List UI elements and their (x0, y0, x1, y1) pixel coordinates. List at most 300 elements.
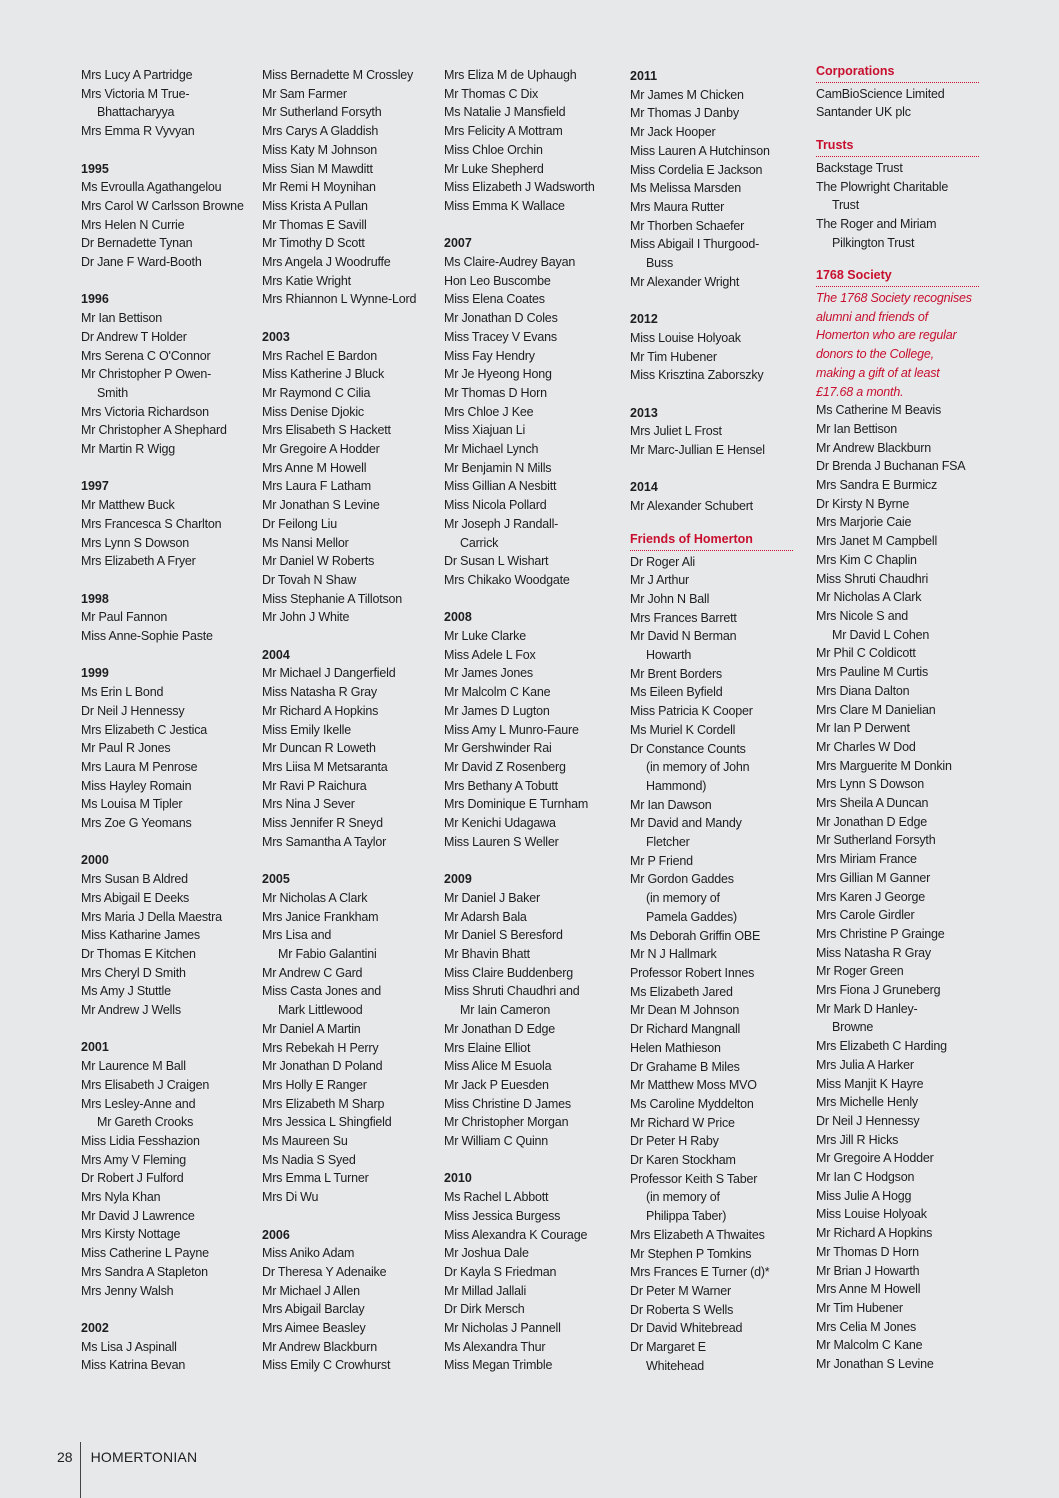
donor-name: Mrs Samantha A Taylor (262, 834, 387, 849)
donor-name: Mr David Z Rosenberg (444, 759, 566, 774)
donor-name: Backstage Trust (816, 160, 903, 175)
donor-name: Dr Neil J Hennessy (816, 1113, 920, 1128)
donor-name: Mrs Julia A Harker (816, 1057, 914, 1072)
donor-name: Mr Jack P Euesden (444, 1077, 549, 1092)
section-note: making a gift of at least (816, 365, 940, 380)
donor-name: Dr Kayla S Friedman (444, 1264, 557, 1279)
donor-name: Miss Amy L Munro-Faure (444, 722, 579, 737)
donor-name: Ms Nansi Mellor (262, 535, 349, 550)
donor-name: Ms Caroline Myddelton (630, 1096, 754, 1111)
donor-name: Mrs Di Wu (262, 1190, 319, 1205)
donor-name: Mr Michael J Allen (262, 1283, 360, 1298)
year-heading: 2007 (444, 236, 472, 251)
donor-name: Mrs Frances Barrett (630, 610, 737, 625)
donor-name: Mr Millad Jallali (444, 1283, 527, 1298)
donor-name: Mr Marc-Jullian E Hensel (630, 443, 765, 458)
donor-name: Mr Luke Shepherd (444, 161, 544, 176)
donor-name: Mr Sam Farmer (262, 86, 347, 101)
year-heading: 2010 (444, 1171, 472, 1186)
donor-name: Mrs Carys A Gladdish (262, 124, 379, 139)
donor-name: Mr William C Quinn (444, 1134, 549, 1149)
donor-name: Mrs Bethany A Tobutt (444, 778, 558, 793)
donor-name: Mr Jonathan D Edge (816, 814, 928, 829)
section-note: £17.68 a month. (816, 384, 904, 399)
donor-name: Mr Tim Hubener (816, 1301, 903, 1315)
donor-name: Ms Rachel L Abbott (444, 1190, 549, 1205)
donor-name: Miss Claire Buddenberg (444, 965, 573, 980)
donor-name: Miss Elizabeth J Wadsworth (444, 180, 595, 195)
donor-name-continuation: (in memory of John (646, 760, 750, 775)
footer-divider (80, 1442, 81, 1498)
donor-name: Mrs Victoria Richardson (81, 404, 209, 419)
donor-name: Miss Bernadette M Crossley (262, 68, 414, 82)
donor-name: Miss Alexandra K Courage (444, 1227, 588, 1242)
donor-name: Miss Anne-Sophie Paste (81, 629, 213, 644)
donor-name: Miss Fay Hendry (444, 348, 535, 363)
donor-name: Mr Jonathan S Levine (816, 1357, 934, 1372)
publication-name: HOMERTONIAN (90, 1449, 198, 1465)
donor-name: Mrs Christine P Grainge (816, 926, 945, 941)
donor-name: CamBioScience Limited (816, 86, 945, 101)
donor-name: Mr Brent Borders (630, 666, 722, 681)
donor-name: Mrs Lynn S Dowson (816, 777, 924, 792)
donor-name: Miss Lauren A Hutchinson (630, 143, 770, 158)
donor-name: Miss Megan Trimble (444, 1358, 553, 1373)
year-heading: 1996 (81, 292, 109, 307)
donor-name: Mrs Nyla Khan (81, 1190, 161, 1205)
donor-name: Dr Constance Counts (630, 741, 746, 756)
donor-name: Mrs Rhiannon L Wynne-Lord (262, 292, 417, 307)
donor-name: Mr James M Chicken (630, 87, 744, 102)
donor-name: Ms Claire-Audrey Bayan (444, 255, 576, 270)
donor-name: Miss Julie A Hogg (816, 1188, 912, 1203)
donor-name-continuation: Browne (832, 1020, 874, 1035)
donor-name: Mr John N Ball (630, 591, 710, 606)
donor-name: Ms Louisa M Tipler (81, 797, 183, 812)
donor-name: Mrs Elizabeth C Harding (816, 1039, 947, 1054)
donor-name: Miss Emily Ikelle (262, 722, 351, 737)
donor-name: Miss Jessica Burgess (444, 1208, 561, 1223)
donor-name: Mr Gregoire A Hodder (816, 1151, 934, 1166)
donor-name: Mr Stephen P Tomkins (630, 1246, 752, 1261)
donor-name: Dr Margaret E (630, 1340, 706, 1355)
donor-name: Miss Abigail I Thurgood- (630, 237, 760, 252)
donor-name: Mr Nicholas J Pannell (444, 1321, 561, 1336)
donor-name: Mr Roger Green (816, 964, 904, 979)
donor-name: Mr Phil C Coldicott (816, 646, 916, 661)
donor-name: Mrs Marguerite M Donkin (816, 758, 952, 773)
donor-name: Mr Thomas D Horn (816, 1244, 919, 1259)
donor-name: Miss Xiajuan Li (444, 423, 526, 438)
column-3 (444, 66, 624, 1375)
donor-name: Mrs Elizabeth A Fryer (81, 554, 196, 569)
donor-name: Miss Elena Coates (444, 292, 545, 307)
section-note: The 1768 Society recognises (816, 291, 972, 306)
donor-name: Miss Lidia Fesshazion (81, 1133, 200, 1148)
donor-name-continuation: Philippa Taber) (646, 1209, 727, 1224)
donor-name: Miss Katherine J Bluck (262, 367, 385, 382)
donor-name: Mrs Zoe G Yeomans (81, 816, 192, 831)
donor-name: Mrs Chloe J Kee (444, 404, 534, 419)
year-heading: 2008 (444, 610, 472, 625)
donor-name: Mr Nicholas A Clark (816, 590, 922, 605)
year-heading: 2002 (81, 1320, 109, 1335)
donor-name: Mr Daniel W Roberts (262, 554, 375, 569)
donor-name: Mr Duncan R Loweth (262, 741, 376, 756)
year-heading: 2014 (630, 480, 658, 495)
donor-name: Mrs Aimee Beasley (262, 1321, 366, 1336)
section-heading: Trusts (816, 136, 979, 157)
year-heading: 2000 (81, 853, 109, 868)
donor-name: Miss Hayley Romain (81, 778, 192, 793)
donor-name: Mr Brian J Howarth (816, 1263, 920, 1278)
donor-name: Mrs Jessica L Shingfield (262, 1115, 392, 1130)
donor-name: Mr Dean M Johnson (630, 1003, 740, 1018)
donor-name: Mrs Elizabeth M Sharp (262, 1096, 385, 1111)
donor-name: Mrs Victoria M True- (81, 86, 190, 101)
donor-name: Mr Timothy D Scott (262, 236, 365, 251)
donor-name-continuation: Mr Fabio Galantini (278, 947, 377, 961)
donor-name: Mr John J White (262, 610, 350, 625)
donor-name: Mr Alexander Wright (630, 274, 740, 289)
donor-name: Mrs Maria J Della Maestra (81, 909, 222, 924)
donor-name: Ms Melissa Marsden (630, 181, 742, 196)
donor-name: Mr Richard W Price (630, 1115, 735, 1130)
donor-name: Mrs Gillian M Ganner (816, 870, 931, 885)
donor-name: Mrs Susan B Aldred (81, 872, 188, 887)
donor-name: Miss Shruti Chaudhri and (444, 984, 580, 999)
donor-name: Miss Katy M Johnson (262, 142, 377, 157)
donor-name: Miss Christine D James (444, 1096, 571, 1111)
donor-name: Mrs Lesley-Anne and (81, 1096, 196, 1111)
donor-name: Mr Thomas D Horn (444, 385, 547, 400)
donor-name: Mr Benjamin N Mills (444, 460, 552, 475)
donor-name: Mrs Carole Girdler (816, 908, 915, 923)
donor-name: Mrs Frances E Turner (d)* (630, 1265, 770, 1280)
donor-name: Mrs Jill R Hicks (816, 1132, 899, 1147)
donor-name: Mr P Friend (630, 853, 693, 868)
donor-name: Mr Christopher Morgan (444, 1115, 569, 1130)
donor-name: Ms Muriel K Cordell (630, 722, 736, 737)
donor-name: Mr Gordon Gaddes (630, 872, 734, 887)
donor-name-continuation: Mr Iain Cameron (460, 1003, 551, 1018)
donor-name: Mr Adarsh Bala (444, 909, 527, 924)
donor-name: Mrs Anne M Howell (816, 1282, 921, 1297)
donor-name: Mr Ian Bettison (816, 421, 898, 436)
column-1 (81, 66, 256, 1375)
donor-name: Dr Tovah N Shaw (262, 572, 357, 587)
donor-name: Mr Ian P Derwent (816, 721, 910, 736)
donor-name: Mrs Janet M Campbell (816, 534, 938, 549)
donor-name: Professor Keith S Taber (630, 1171, 758, 1186)
donor-name: Ms Erin L Bond (81, 685, 164, 700)
donor-name: Mrs Elisabeth J Craigen (81, 1077, 210, 1092)
donor-name: Dr Feilong Liu (262, 516, 338, 531)
donor-name: Mr Je Hyeong Hong (444, 367, 552, 382)
donor-name: Mr David J Lawrence (81, 1208, 195, 1223)
donor-name-continuation: Mark Littlewood (278, 1003, 363, 1018)
donor-name: Mr Kenichi Udagawa (444, 816, 556, 831)
donor-name: Mr Raymond C Cilia (262, 385, 371, 400)
donor-name: Mrs Helen N Currie (81, 217, 185, 232)
year-heading: 2013 (630, 405, 658, 420)
section-note: Homerton who are regular (816, 328, 957, 343)
donor-name: Miss Adele L Fox (444, 647, 536, 662)
donor-name: Mr Jack Hooper (630, 125, 716, 140)
page-number: 28 (57, 1449, 73, 1465)
donor-name: Miss Gillian A Nesbitt (444, 479, 557, 494)
donor-name: Mrs Amy V Fleming (81, 1152, 186, 1167)
year-heading: 1998 (81, 591, 109, 606)
donor-name: Mr Malcolm C Kane (444, 685, 551, 700)
year-heading: 2006 (262, 1227, 290, 1242)
donor-name: Mrs Maura Rutter (630, 199, 725, 214)
donor-name: Mr Matthew Moss MVO (630, 1078, 757, 1093)
year-heading: 2009 (444, 872, 472, 887)
donor-name: Mr Charles W Dod (816, 739, 916, 754)
donor-name: Professor Robert Innes (630, 966, 755, 980)
donor-name: Mrs Sheila A Duncan (816, 796, 929, 811)
year-heading: 1999 (81, 666, 109, 681)
donor-name: Mr Jonathan S Levine (262, 498, 380, 513)
donor-name: Dr Kirsty N Byrne (816, 496, 910, 511)
section-heading: Corporations (816, 62, 979, 83)
donor-name: Ms Lisa J Aspinall (81, 1339, 177, 1354)
donor-name: Mr Ian Dawson (630, 797, 712, 812)
donor-name: Mr Paul Fannon (81, 610, 168, 625)
section-heading: Friends of Homerton (630, 530, 793, 551)
donor-name: Mr Michael J Dangerfield (262, 666, 396, 681)
donor-name: Mr Daniel S Beresford (444, 928, 563, 943)
donor-name: Mr Richard A Hopkins (816, 1226, 933, 1241)
donor-name: Mrs Dominique E Turnham (444, 797, 589, 812)
donor-name: Miss Krisztina Zaborszky (630, 368, 764, 383)
donor-name: Miss Aniko Adam (262, 1246, 355, 1261)
section-note: alumni and friends of (816, 309, 928, 324)
donor-name: Dr Peter H Raby (630, 1134, 719, 1149)
donor-name: Mrs Emma L Turner (262, 1171, 369, 1186)
page-footer (57, 1448, 197, 1466)
donor-name: Mr Ian Bettison (81, 311, 163, 326)
donor-name: Helen Mathieson (630, 1040, 721, 1055)
donor-name: Mrs Cheryl D Smith (81, 965, 186, 980)
donor-name: Mrs Elisabeth S Hackett (262, 423, 391, 438)
donor-name: Miss Stephanie A Tillotson (262, 591, 403, 606)
donor-name: Ms Natalie J Mansfield (444, 105, 566, 120)
donor-name: Mrs Fiona J Gruneberg (816, 983, 941, 998)
donor-name: Miss Cordelia E Jackson (630, 162, 763, 177)
donor-name-continuation: Whitehead (646, 1358, 704, 1373)
column-4 (630, 67, 793, 1375)
donor-name: Mr Thomas C Dix (444, 86, 539, 101)
donor-name-continuation: Fletcher (646, 835, 690, 850)
donor-name: Mr David N Berman (630, 629, 737, 644)
donor-name: Ms Nadia S Syed (262, 1152, 356, 1167)
donor-name: Mrs Lisa and (262, 928, 332, 943)
donor-name-continuation: Pilkington Trust (832, 235, 915, 250)
donor-name: Mr Joshua Dale (444, 1246, 529, 1261)
donor-name: Miss Denise Djokic (262, 404, 364, 419)
donor-name: Mrs Eliza M de Uphaugh (444, 68, 577, 82)
donor-name: Mr Thomas J Danby (630, 106, 739, 121)
donor-name: Mr Gershwinder Rai (444, 741, 552, 756)
donor-name: Mr Thorben Schaefer (630, 218, 745, 233)
donor-name: Mr Andrew Blackburn (262, 1339, 377, 1354)
donor-name: Mr Ravi P Raichura (262, 778, 367, 793)
donor-name: Mr Matthew Buck (81, 498, 175, 513)
year-heading: 2005 (262, 872, 290, 887)
section-note: donors to the College, (816, 347, 934, 362)
year-heading: 1997 (81, 479, 109, 494)
donor-name: Mr Christopher P Owen- (81, 367, 212, 382)
donor-name: Mrs Michelle Henly (816, 1095, 918, 1110)
donor-name: Mrs Karen J George (816, 889, 925, 904)
donor-name: Mr Daniel A Martin (262, 1021, 361, 1036)
donor-name: Mr Christopher A Shephard (81, 423, 227, 438)
donor-name: Mr David and Mandy (630, 816, 742, 831)
donor-name: Mrs Rebekah H Perry (262, 1040, 379, 1055)
donor-name: Dr Dirk Mersch (444, 1302, 525, 1317)
donor-name: Miss Krista A Pullan (262, 198, 368, 213)
donor-name: Mrs Diana Dalton (816, 683, 910, 698)
donor-name: Mrs Rachel E Bardon (262, 348, 377, 363)
donor-name: Mr Bhavin Bhatt (444, 947, 530, 961)
donor-name: Miss Lauren S Weller (444, 834, 559, 849)
donor-name: Mrs Katie Wright (262, 273, 351, 288)
donor-name: Miss Alice M Esuola (444, 1059, 552, 1074)
donor-name: Mrs Sandra A Stapleton (81, 1264, 208, 1279)
donor-name-continuation: Pamela Gaddes) (646, 909, 737, 924)
donor-name: Mr Martin R Wigg (81, 442, 176, 457)
donor-name: The Plowright Charitable (816, 179, 949, 194)
donor-name: Mrs Elizabeth A Thwaites (630, 1227, 765, 1242)
donor-name: Miss Patricia K Cooper (630, 704, 753, 719)
donor-name: Mr Andrew J Wells (81, 1003, 181, 1018)
donor-name: Mrs Serena C O'Connor (81, 348, 211, 363)
donor-name: Dr Roger Ali (630, 554, 695, 569)
donor-name-continuation: Smith (97, 385, 128, 400)
donor-name: Mr Paul R Jones (81, 741, 171, 756)
donor-name: Miss Natasha R Gray (262, 685, 377, 700)
donor-name: Mr Richard A Hopkins (262, 703, 379, 718)
donor-name: Mr Joseph J Randall- (444, 516, 559, 531)
year-heading: 2004 (262, 647, 290, 662)
donor-name: Dr Roberta S Wells (630, 1302, 734, 1317)
donor-name-continuation: Mr David L Cohen (832, 627, 930, 642)
donor-name: Mr James Jones (444, 666, 533, 681)
donor-name: Miss Shruti Chaudhri (816, 571, 929, 586)
donor-name: Mr Nicholas A Clark (262, 890, 368, 905)
donor-name: Mrs Nina J Sever (262, 797, 355, 812)
donor-name: Miss Katharine James (81, 928, 200, 943)
donor-name: Miss Manjit K Hayre (816, 1076, 924, 1091)
donor-name: Mrs Elizabeth C Jestica (81, 722, 207, 737)
donor-name: Miss Catherine L Payne (81, 1246, 209, 1261)
donor-name: Mr N J Hallmark (630, 947, 717, 962)
donor-name: Mrs Laura F Latham (262, 479, 371, 494)
donor-name: Mr Luke Clarke (444, 629, 526, 644)
donor-name: Hon Leo Buscombe (444, 273, 551, 288)
donor-name: Dr Karen Stockham (630, 1153, 736, 1168)
donor-name: Mrs Liisa M Metsaranta (262, 759, 388, 774)
donor-name: Miss Emily C Crowhurst (262, 1358, 391, 1373)
donor-name-continuation: Trust (832, 198, 860, 213)
donor-name: Mrs Kirsty Nottage (81, 1227, 181, 1242)
donor-name: Mrs Clare M Danielian (816, 702, 936, 717)
donor-name: Ms Alexandra Thur (444, 1339, 546, 1354)
donor-name: Mrs Kim C Chaplin (816, 552, 917, 567)
donor-name: Dr Peter M Warner (630, 1283, 732, 1298)
donor-name: Mrs Miriam France (816, 852, 917, 867)
donor-name-continuation: Hammond) (646, 778, 707, 793)
donor-name: Mrs Janice Frankham (262, 909, 379, 924)
donor-name: Miss Louise Holyoak (630, 330, 741, 345)
donor-name: Mrs Lynn S Dowson (81, 535, 189, 550)
donor-name-continuation: Howarth (646, 648, 692, 663)
donor-name: Mr Daniel J Baker (444, 890, 540, 905)
donor-name: Mr Andrew Blackburn (816, 440, 931, 455)
donor-name: Santander UK plc (816, 105, 911, 120)
donor-name: Ms Maureen Su (262, 1134, 348, 1149)
donor-name: Miss Emma K Wallace (444, 198, 565, 213)
donor-name: Dr David Whitebread (630, 1321, 743, 1336)
donor-name: Mr Jonathan D Poland (262, 1059, 383, 1074)
donor-name: Dr Andrew T Holder (81, 329, 187, 344)
donor-name: Ms Amy J Stuttle (81, 984, 171, 999)
donor-name: Mrs Laura M Penrose (81, 759, 198, 774)
donor-name-continuation: (in memory of (646, 891, 720, 906)
donor-name: Ms Deborah Griffin OBE (630, 928, 761, 943)
donor-name: Mrs Juliet L Frost (630, 424, 722, 439)
donor-name-continuation: Buss (646, 256, 673, 271)
donor-name: Mrs Angela J Woodruffe (262, 255, 391, 270)
donor-name: Miss Natasha R Gray (816, 945, 931, 960)
donor-name: Mr Alexander Schubert (630, 499, 753, 514)
donor-name: Mr Jonathan D Coles (444, 311, 558, 326)
donor-name: Mrs Marjorie Caie (816, 515, 912, 530)
section-heading: 1768 Society (816, 266, 979, 287)
donor-name-continuation: Bhattacharyya (97, 105, 175, 120)
donor-name: Mrs Elaine Elliot (444, 1040, 531, 1055)
donor-name: Dr Richard Mangnall (630, 1022, 741, 1037)
donor-name-continuation: Mr Gareth Crooks (97, 1115, 194, 1130)
donor-name-continuation: (in memory of (646, 1190, 720, 1205)
donor-name: Mr Malcolm C Kane (816, 1338, 923, 1353)
donor-name: Mrs Abigail E Deeks (81, 890, 190, 905)
donor-name: Mrs Lucy A Partridge (81, 68, 193, 82)
donor-name: Mr Sutherland Forsyth (262, 105, 382, 120)
donor-name: Mr Tim Hubener (630, 349, 717, 364)
donor-name: Mr Gregoire A Hodder (262, 442, 380, 457)
donor-name: Miss Casta Jones and (262, 984, 381, 999)
donor-name: Mr Jonathan D Edge (444, 1021, 556, 1036)
donor-name: Mrs Holly E Ranger (262, 1077, 367, 1092)
year-heading: 2003 (262, 329, 290, 344)
donor-name: Mr Ian C Hodgson (816, 1170, 915, 1185)
donor-name: Ms Eileen Byfield (630, 685, 723, 700)
donor-name: Dr Neil J Hennessy (81, 703, 185, 718)
donor-name: Mrs Celia M Jones (816, 1319, 917, 1334)
donor-name: Miss Nicola Pollard (444, 498, 547, 513)
donor-name: Ms Catherine M Beavis (816, 403, 942, 418)
donor-name: Mr Remi H Moynihan (262, 180, 376, 195)
donor-name: Mrs Pauline M Curtis (816, 665, 928, 680)
year-heading: 2012 (630, 312, 658, 327)
donor-name: Mrs Nicole S and (816, 608, 908, 623)
year-heading: 1995 (81, 161, 109, 176)
donor-name: Mrs Anne M Howell (262, 460, 367, 475)
donor-name: Dr Jane F Ward-Booth (81, 255, 202, 270)
